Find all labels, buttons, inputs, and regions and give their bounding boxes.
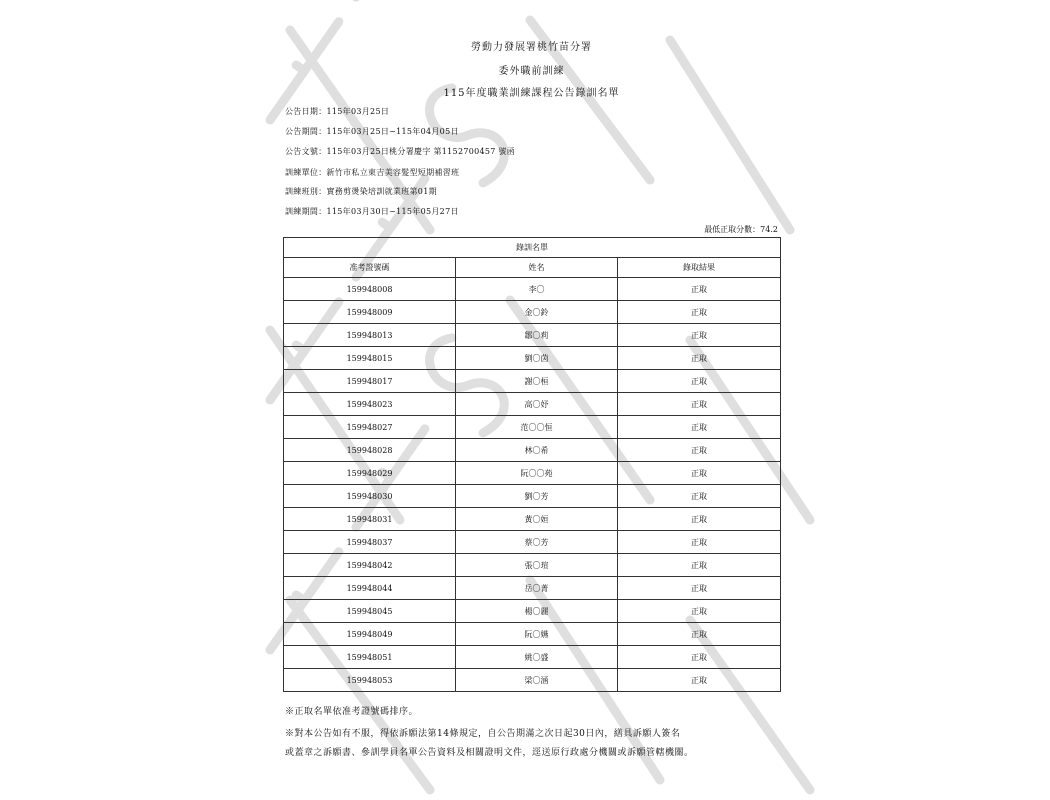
announcement-page [283,0,780,800]
table-caption: 錄訓名單 [284,238,781,258]
cell-result: 正取 [618,485,781,508]
table-row [284,531,781,554]
cell-name: 岳〇菁 [456,577,618,600]
cell-exam-id: 159948030 [284,485,456,508]
table-row [284,646,781,669]
cell-exam-id: 159948045 [284,600,456,623]
cell-result: 正取 [618,462,781,485]
cell-name: 阮〇〇苑 [456,462,618,485]
cell-result: 正取 [618,669,781,692]
header-name: 姓名 [456,258,618,278]
cell-result: 正取 [618,324,781,347]
table-row [284,462,781,485]
table-row [284,554,781,577]
table-row [284,301,781,324]
cell-name: 林〇希 [456,439,618,462]
cell-name: 蔡〇芳 [456,531,618,554]
cell-exam-id: 159948015 [284,347,456,370]
table-row [284,439,781,462]
cell-exam-id: 159948008 [284,278,456,301]
cell-result: 正取 [618,577,781,600]
cell-exam-id: 159948013 [284,324,456,347]
cell-result: 正取 [618,278,781,301]
table-row [284,623,781,646]
table-row [284,600,781,623]
cell-name: 張〇瑄 [456,554,618,577]
training-period: 訓練期間：115年03月30日~115年05月27日 [285,207,459,216]
cell-exam-id: 159948009 [284,301,456,324]
cell-exam-id: 159948028 [284,439,456,462]
training-unit: 訓練單位：新竹市私立東吉美容髮型短期補習班 [285,168,460,177]
cell-exam-id: 159948037 [284,531,456,554]
cell-exam-id: 159948031 [284,508,456,531]
cell-exam-id: 159948051 [284,646,456,669]
table-row [284,416,781,439]
cell-result: 正取 [618,623,781,646]
sort-note: ※正取名單依准考證號碼排序。 [285,707,419,717]
cell-name: 謝〇桓 [456,370,618,393]
cell-exam-id: 159948053 [284,669,456,692]
agency-title: 勞動力發展署桃竹苗分署 [471,42,592,53]
cell-name: 范〇〇恒 [456,416,618,439]
appeal-note-line1: ※對本公告如有不服，得依訴願法第14條規定，自公告期滿之次日起30日內，繕具訴願人簽名 [285,729,681,739]
admission-table [283,237,781,692]
cell-exam-id: 159948029 [284,462,456,485]
table-row [284,393,781,416]
cell-exam-id: 159948044 [284,577,456,600]
cell-exam-id: 159948049 [284,623,456,646]
cell-name: 劉〇芳 [456,485,618,508]
cell-result: 正取 [618,531,781,554]
announce-period: 公告期間：115年03月25日~115年04月05日 [285,127,459,136]
table-row [284,347,781,370]
cell-name: 姚〇盛 [456,646,618,669]
cell-result: 正取 [618,508,781,531]
cell-result: 正取 [618,646,781,669]
appeal-note-line2: 或蓋章之訴願書、參訓學員名單公告資料及相關證明文件，逕送原行政處分機關或訴願管轄機關。 [285,748,694,758]
table-row [284,324,781,347]
table-row [284,485,781,508]
cell-exam-id: 159948042 [284,554,456,577]
table-row [284,278,781,301]
cell-name: 阮〇嬿 [456,623,618,646]
header-exam-id: 准考證號碼 [284,258,456,278]
cell-name: 高〇妤 [456,393,618,416]
cell-exam-id: 159948017 [284,370,456,393]
cell-result: 正取 [618,301,781,324]
cell-result: 正取 [618,416,781,439]
cell-result: 正取 [618,600,781,623]
cell-name: 金〇鈴 [456,301,618,324]
cell-result: 正取 [618,554,781,577]
cell-result: 正取 [618,393,781,416]
training-class: 訓練班別：實務剪燙染培訓就業班第01期 [285,187,437,196]
header-result: 錄取結果 [618,258,781,278]
document-number: 公告文號：115年03月25日桃分署慶字 第1152700457 號函 [285,147,516,156]
table-row [284,669,781,692]
cell-name: 劉〇茵 [456,347,618,370]
cell-name: 鄒〇莉 [456,324,618,347]
cell-name: 楊〇麗 [456,600,618,623]
list-title: 115年度職業訓練課程公告錄訓名單 [443,88,620,99]
cell-name: 梁〇涵 [456,669,618,692]
cell-name: 黃〇姮 [456,508,618,531]
table-row [284,508,781,531]
cell-exam-id: 159948023 [284,393,456,416]
cell-result: 正取 [618,439,781,462]
cell-exam-id: 159948027 [284,416,456,439]
cell-result: 正取 [618,370,781,393]
program-title: 委外職前訓練 [498,66,565,77]
table-row [284,370,781,393]
cell-name: 李〇 [456,278,618,301]
table-body [284,278,781,692]
table-row [284,577,781,600]
min-admission-score: 最低正取分數：74.2 [704,225,778,234]
announce-date: 公告日期：115年03月25日 [285,107,390,116]
cell-result: 正取 [618,347,781,370]
